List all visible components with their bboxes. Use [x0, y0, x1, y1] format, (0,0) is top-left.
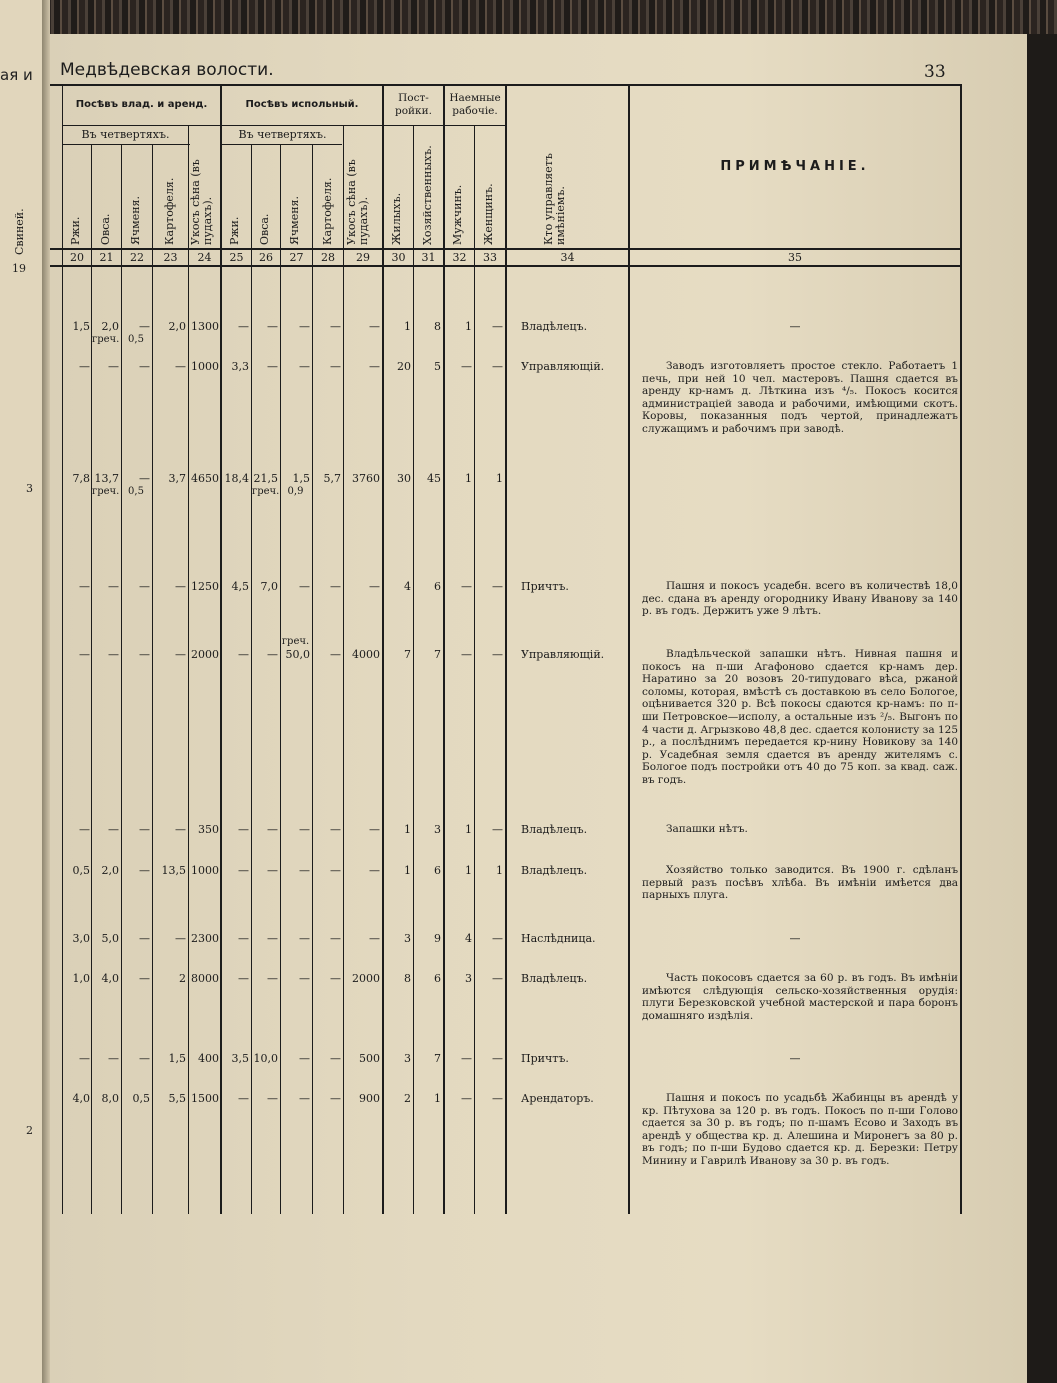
table-cell: 2000: [352, 972, 380, 985]
col-number: 25: [229, 251, 244, 264]
table-cell: —: [299, 580, 310, 593]
table-cell: 13,5: [161, 864, 186, 877]
table-cell: 2,0: [101, 864, 119, 877]
table-cell: —: [299, 972, 310, 985]
table-cell: 0,5: [132, 1092, 150, 1105]
col-header-potato-share: Картофеля.: [321, 177, 334, 245]
table-cell: —: [330, 1052, 341, 1065]
table-cell: 1: [404, 320, 411, 333]
table-cell: 3,7: [168, 472, 186, 485]
sub-rule-share: [222, 144, 342, 145]
col-number: 30: [391, 251, 406, 264]
book-cover-edge: [1027, 0, 1057, 1383]
manager-cell: Управляющій.: [521, 648, 605, 661]
table-right-rule: [960, 84, 962, 1214]
col-number: 23: [163, 251, 178, 264]
table-cell: —: [238, 320, 249, 333]
col-number: 32: [452, 251, 467, 264]
manager-cell: Наслѣдница.: [521, 932, 596, 945]
page-title: Медвѣдевская волости.: [60, 60, 274, 80]
table-cell: 6: [434, 972, 441, 985]
table-cell: 8: [404, 972, 411, 985]
col-header-potato: Картофеля.: [163, 177, 176, 245]
table-cell: —: [330, 1092, 341, 1105]
col-header-oats: Овса.: [99, 213, 112, 245]
table-cell: 1: [465, 472, 472, 485]
table-cell: —: [369, 320, 380, 333]
table-cell: —: [238, 648, 249, 661]
table-cell: —: [79, 823, 90, 836]
col-line: [188, 125, 189, 1214]
table-cell: 1: [465, 320, 472, 333]
left-column-label: Свиней.: [13, 208, 26, 255]
table-cell: —: [330, 320, 341, 333]
table-cell: 7,0: [260, 580, 278, 593]
col-header-manager: Кто управляетъ имѣніемъ.: [542, 153, 567, 245]
table-cell: —: [299, 932, 310, 945]
table-cell: —: [492, 320, 503, 333]
col-line: [474, 125, 475, 1214]
table-cell-subvalue: греч.: [252, 486, 280, 497]
table-cell: 3: [434, 823, 441, 836]
table-cell: —: [108, 360, 119, 373]
table-cell: —: [79, 1052, 90, 1065]
table-cell: —: [238, 1092, 249, 1105]
table-cell: 2,0: [168, 320, 186, 333]
table-cell: 1250: [191, 580, 219, 593]
manager-cell: Управляющій.: [521, 360, 605, 373]
table-cell: —: [238, 932, 249, 945]
table-cell: —: [492, 932, 503, 945]
table-cell: 30: [397, 472, 411, 485]
col-header-note: ПРИМѢЧАНІЕ.: [720, 159, 870, 174]
table-cell: 0,5: [72, 864, 90, 877]
header-workers: Наемные рабочіе.: [449, 92, 501, 117]
table-cell: 2300: [191, 932, 219, 945]
note-cell: —: [789, 1052, 801, 1065]
table-cell: —: [492, 823, 503, 836]
table-cell: —: [175, 360, 186, 373]
manager-cell: Причтъ.: [521, 580, 569, 593]
col-number: 20: [70, 251, 84, 264]
table-cell: 10,0: [253, 1052, 278, 1065]
col-header-barley-share: Ячменя.: [288, 196, 301, 245]
col-line: [343, 125, 344, 1214]
header-share-sowing: Посѣвъ испольный.: [245, 99, 359, 110]
table-cell: 20: [397, 360, 411, 373]
table-cell: 1: [404, 823, 411, 836]
table-cell: —: [139, 360, 150, 373]
table-cell: —: [267, 360, 278, 373]
table-cell: 9: [434, 932, 441, 945]
table-cell: 4000: [352, 648, 380, 661]
table-cell: 8000: [191, 972, 219, 985]
table-cell: —: [330, 972, 341, 985]
table-cell: —: [175, 580, 186, 593]
table-cell-subvalue: 0,5: [128, 334, 144, 345]
table-cell: —: [461, 360, 472, 373]
table-cell: —: [267, 648, 278, 661]
table-cell: —: [461, 580, 472, 593]
table-cell: —: [175, 932, 186, 945]
table-cell: 2: [404, 1092, 411, 1105]
table-cell: —: [330, 932, 341, 945]
table-cell: 1500: [191, 1092, 219, 1105]
table-cell: —: [492, 580, 503, 593]
table-cell: —: [267, 823, 278, 836]
table-cell: —: [139, 932, 150, 945]
col-header-women: Женщинъ.: [482, 183, 495, 245]
table-cell: 1,5: [72, 320, 90, 333]
table-cell-subvalue: 0,9: [287, 486, 304, 497]
table-cell: —: [267, 972, 278, 985]
table-cell: —: [492, 1052, 503, 1065]
table-cell: —: [267, 932, 278, 945]
table-cell: —: [299, 823, 310, 836]
col-number: 26: [259, 251, 273, 264]
table-cell: 1: [404, 864, 411, 877]
col-header-barley: Ячменя.: [129, 196, 142, 245]
table-cell: —: [330, 360, 341, 373]
table-cell: 7,8: [72, 472, 90, 485]
col-header-rye-share: Ржи.: [228, 216, 241, 245]
col-header-oats-share: Овса.: [258, 213, 271, 245]
table-cell: —: [330, 580, 341, 593]
group-rule: [62, 125, 382, 126]
manager-cell: Владѣлецъ.: [521, 972, 588, 985]
col-number: 33: [483, 251, 497, 264]
table-cell: —: [108, 823, 119, 836]
note-cell: Пашня и покосъ по усадьбѣ Жабинцы въ арендѣ у кр. Пѣтухова за 120 р. въ годъ. Покосъ по п-ши Голово сдается за 30 р. въ годъ; по п-шамъ Есово и Заходъ въ арендѣ у общества кр. д. Алешина и Миронегъ за 80 р. въ годъ; по п-ши Будово сдается кр. д. Березки: Петру Минину и Гаврилѣ Иванову за 30 р. въ годъ.: [642, 1092, 958, 1167]
table-cell: 4: [404, 580, 411, 593]
table-cell: —: [299, 1092, 310, 1105]
table-cell: 13,7: [94, 472, 119, 485]
col-line: [413, 125, 414, 1214]
table-cell-subvalue: греч.: [92, 486, 120, 497]
table-cell: 1: [465, 823, 472, 836]
table-cell: 4: [465, 932, 472, 945]
table-cell: —: [267, 1092, 278, 1105]
table-cell: —: [139, 580, 150, 593]
col-header-living: Жилыхъ.: [390, 192, 403, 245]
table-cell: —: [139, 823, 150, 836]
manager-cell: Владѣлецъ.: [521, 864, 588, 877]
table-cell: 4,0: [72, 1092, 90, 1105]
table-cell: —: [267, 864, 278, 877]
table-cell: 1,0: [72, 972, 90, 985]
table-cell: —: [330, 864, 341, 877]
table-cell: —: [299, 360, 310, 373]
table-cell: 3,5: [231, 1052, 249, 1065]
table-cell: 7: [434, 1052, 441, 1065]
table-cell: —: [139, 648, 150, 661]
header-buildings: Пост-ройки.: [395, 92, 432, 117]
table-cell: —: [369, 864, 380, 877]
col-header-hay-share: Укосъ сѣна (въ пудахъ).: [345, 159, 370, 245]
table-cell: —: [139, 472, 150, 485]
table-cell: 5: [434, 360, 441, 373]
col-number: 22: [130, 251, 144, 264]
table-cell: —: [238, 972, 249, 985]
table-cell: —: [369, 360, 380, 373]
table-cell: 500: [359, 1052, 380, 1065]
note-cell: Хозяйство только заводится. Въ 1900 г. сдѣланъ первый разъ посѣвъ хлѣба. Въ имѣніи имѣется два парныхъ плуга.: [642, 864, 958, 902]
table-cell: 1,5: [292, 472, 310, 485]
table-cell: 1: [496, 864, 503, 877]
table-cell: —: [330, 648, 341, 661]
note-cell: —: [789, 932, 801, 945]
header-own-sowing: Посѣвъ влад. и аренд.: [75, 99, 208, 110]
table-cell: —: [492, 1092, 503, 1105]
book-gutter: [42, 0, 50, 1383]
table-cell: 3: [404, 932, 411, 945]
left-header-fragment: ая и: [0, 66, 33, 84]
table-cell: 5,5: [168, 1092, 186, 1105]
table-cell: —: [267, 320, 278, 333]
table-cell: 1: [465, 864, 472, 877]
table-cell: —: [79, 648, 90, 661]
left-column-number: 19: [12, 262, 26, 275]
table-cell: —: [492, 648, 503, 661]
page-number: 33: [924, 62, 946, 82]
col-number: 35: [788, 251, 802, 264]
table-cell: —: [492, 360, 503, 373]
table-cell-subvalue: греч.: [281, 636, 310, 647]
table-cell: 50,0: [285, 648, 310, 661]
table-cell: —: [79, 360, 90, 373]
table-cell: —: [369, 823, 380, 836]
manager-cell: Владѣлецъ.: [521, 320, 588, 333]
col-number: 24: [197, 251, 212, 264]
table-cell: 3: [465, 972, 472, 985]
table-cell: —: [492, 972, 503, 985]
table-cell: 21,5: [253, 472, 278, 485]
note-cell: Владѣльческой запашки нѣтъ. Нивная пашня и покосъ на п-ши Агафоново сдается кр-намъ дер. Наратино за 20 возовъ 20-типудоваго вѣса, ржаной соломы, которая, вмѣстѣ съ доставкою въ село Бологое, оцѣнивается 320 р. Всѣ покосы сдаются кр-намъ: по п-ши Петровское—исполу, а остальные изъ ²/₅. Выгонъ по 4 части д. Агрызково 48,8 дес. сдается колонисту за 125 р., а послѣднимъ передается кр-нину Новикову за 140 р. Усадебная земля сдается въ аренду жителямъ с. Бологое подъ постройки отъ 40 до 75 коп. за квад. саж. въ годъ.: [642, 648, 958, 786]
table-cell: 5,0: [101, 932, 119, 945]
col-number: 34: [560, 251, 575, 264]
header-quarters-share: Въ четвертяхъ.: [238, 128, 327, 141]
table-cell: 1: [496, 472, 503, 485]
manager-cell: Арендаторъ.: [521, 1092, 594, 1105]
table-cell: —: [461, 648, 472, 661]
table-cell: 4650: [191, 472, 219, 485]
table-cell: —: [175, 823, 186, 836]
table-cell: 1000: [191, 360, 219, 373]
table-cell: —: [330, 823, 341, 836]
table-cell-subvalue: 0,5: [128, 486, 144, 497]
note-cell: Заводъ изготовляетъ простое стекло. Работаетъ 1 печь, при ней 10 чел. мастеровъ. Пашня сдается въ аренду кр-намъ д. Лѣткина изъ ⁴/₅. Покосъ косится администраціей завода и рабочими, имѣющими скотъ. Коровы, показанныя подъ чертой, принадлежатъ служащимъ и рабочимъ при заводѣ.: [642, 360, 958, 435]
table-cell: —: [238, 864, 249, 877]
table-cell: 8: [434, 320, 441, 333]
table-cell: —: [79, 580, 90, 593]
table-cell: 45: [427, 472, 441, 485]
table-cell-subvalue: греч.: [92, 334, 120, 345]
table-cell: —: [369, 932, 380, 945]
book-cover-top: [45, 0, 1057, 34]
col-header-rye: Ржи.: [69, 216, 82, 245]
left-page-fragment: [0, 0, 44, 1383]
table-cell: 3,3: [231, 360, 249, 373]
table-cell: —: [139, 1052, 150, 1065]
table-cell: —: [299, 864, 310, 877]
note-cell: Часть покосовъ сдается за 60 р. въ годъ. Въ имѣніи имѣются слѣдующія сельско-хозяйственныя орудія: плуги Березковской учебной мастерской и пара боронъ домашняго издѣлія.: [642, 972, 958, 1022]
col-number: 31: [421, 251, 436, 264]
table-cell: 3,0: [72, 932, 90, 945]
table-cell: —: [299, 320, 310, 333]
table-cell: 6: [434, 580, 441, 593]
sub-rule-own: [62, 144, 190, 145]
table-cell: 7: [434, 648, 441, 661]
col-number: 21: [99, 251, 114, 264]
table-cell: —: [299, 1052, 310, 1065]
table-cell: 4,0: [101, 972, 119, 985]
table-cell: 1,5: [168, 1052, 186, 1065]
table-cell: —: [139, 972, 150, 985]
table-cell: 6: [434, 864, 441, 877]
col-header-hay: Укосъ сѣна (въ пудахъ).: [189, 159, 214, 245]
table-cell: —: [238, 823, 249, 836]
table-cell: —: [139, 320, 150, 333]
table-cell: —: [175, 648, 186, 661]
table-cell: 400: [198, 1052, 219, 1065]
table-cell: —: [108, 580, 119, 593]
table-cell: 5,7: [323, 472, 341, 485]
table-cell: 350: [198, 823, 219, 836]
note-cell: —: [789, 320, 801, 333]
table-cell: —: [461, 1092, 472, 1105]
table-cell: 3: [404, 1052, 411, 1065]
table-cell: —: [369, 580, 380, 593]
table-cell: 7: [404, 648, 411, 661]
table-cell: 1000: [191, 864, 219, 877]
left-mark-1: 3: [26, 482, 33, 495]
table-cell: —: [108, 648, 119, 661]
table-cell: 2000: [191, 648, 219, 661]
note-cell: Запашки нѣтъ.: [666, 823, 748, 835]
table-cell: —: [461, 1052, 472, 1065]
table-cell: 18,4: [224, 472, 249, 485]
table-cell: 3760: [352, 472, 380, 485]
table-cell: 900: [359, 1092, 380, 1105]
table-cell: 8,0: [101, 1092, 119, 1105]
table-cell: 1: [434, 1092, 441, 1105]
col-header-farm: Хозяйственныхъ.: [421, 145, 434, 245]
table-cell: —: [108, 1052, 119, 1065]
manager-cell: Причтъ.: [521, 1052, 569, 1065]
col-number: 27: [289, 251, 304, 264]
col-number: 28: [321, 251, 335, 264]
table-cell: —: [139, 864, 150, 877]
table-cell: 1300: [191, 320, 219, 333]
col-number: 29: [356, 251, 370, 264]
manager-cell: Владѣлецъ.: [521, 823, 588, 836]
col-header-men: Мужчинъ.: [451, 184, 464, 245]
table-cell: 2,0: [101, 320, 119, 333]
left-mark-2: 2: [26, 1124, 33, 1137]
table-cell: 2: [179, 972, 186, 985]
note-cell: Пашня и покосъ усадебн. всего въ количествѣ 18,0 дес. сдана въ аренду огороднику Ивану Иванову за 140 р. въ годъ. Держитъ уже 9 лѣтъ.: [642, 580, 958, 618]
header-quarters-own: Въ четвертяхъ.: [81, 128, 170, 141]
table-cell: 4,5: [231, 580, 249, 593]
